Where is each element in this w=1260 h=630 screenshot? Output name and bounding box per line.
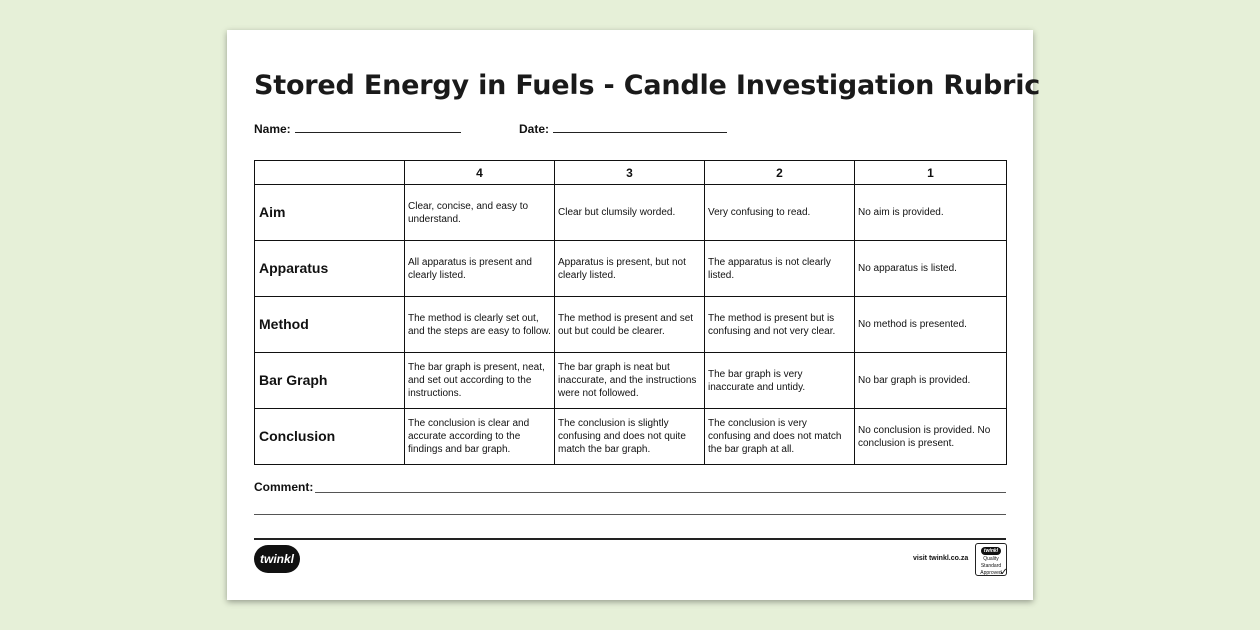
rubric-table <box>254 160 1007 465</box>
header-cell-score-3: 3 <box>555 161 705 185</box>
descriptor-cell: No aim is provided. <box>855 185 1007 241</box>
table-row <box>255 409 1007 465</box>
descriptor-cell: The bar graph is very inaccurate and untidy. <box>705 353 855 409</box>
descriptor-cell: The conclusion is very confusing and does not match the bar graph at all. <box>705 409 855 465</box>
descriptor-cell: Clear but clumsily worded. <box>555 185 705 241</box>
descriptor-cell: The bar graph is neat but inaccurate, and the instructions were not followed. <box>555 353 705 409</box>
quality-badge <box>975 543 1007 576</box>
descriptor-cell: The conclusion is slightly confusing and does not quite match the bar graph. <box>555 409 705 465</box>
header-cell-score-4: 4 <box>405 161 555 185</box>
date-field <box>519 122 727 136</box>
descriptor-cell: Very confusing to read. <box>705 185 855 241</box>
header-cell-blank <box>255 161 405 185</box>
comment-label: Comment: <box>254 480 314 494</box>
criterion-cell: Apparatus <box>255 241 405 297</box>
comment-line <box>315 492 1006 493</box>
visit-website-text: visit twinkl.co.za <box>913 555 969 562</box>
comment-line <box>254 514 1006 515</box>
badge-text: Quality Standard Approved <box>980 556 1002 576</box>
header-cell-score-1: 1 <box>855 161 1007 185</box>
header-row <box>255 161 1007 185</box>
descriptor-cell: The apparatus is not clearly listed. <box>705 241 855 297</box>
criterion-cell: Conclusion <box>255 409 405 465</box>
descriptor-cell: No bar graph is provided. <box>855 353 1007 409</box>
descriptor-cell: No conclusion is provided. No conclusion is present. <box>855 409 1007 465</box>
descriptor-cell: No apparatus is listed. <box>855 241 1007 297</box>
descriptor-cell: The bar graph is present, neat, and set out according to the instructions. <box>405 353 555 409</box>
check-icon: ✓ <box>999 567 1008 578</box>
descriptor-cell: No method is presented. <box>855 297 1007 353</box>
badge-logo: twinkl <box>981 547 1001 555</box>
descriptor-cell: The method is present but is confusing and not very clear. <box>705 297 855 353</box>
name-field <box>254 122 461 136</box>
rubric-sheet <box>227 30 1041 600</box>
descriptor-cell: The method is clearly set out, and the steps are easy to follow. <box>405 297 555 353</box>
twinkl-logo: twinkl <box>254 545 300 573</box>
table-row <box>255 185 1007 241</box>
criterion-cell: Bar Graph <box>255 353 405 409</box>
date-label: Date: <box>519 122 550 136</box>
descriptor-cell: Apparatus is present, but not clearly listed. <box>555 241 705 297</box>
name-blank-line <box>295 122 461 133</box>
table-row <box>255 297 1007 353</box>
footer-divider <box>254 538 1006 540</box>
descriptor-cell: The method is present and set out but could be clearer. <box>555 297 705 353</box>
page-title: Stored Energy in Fuels - Candle Investigation Rubric <box>254 70 1041 101</box>
descriptor-cell: Clear, concise, and easy to understand. <box>405 185 555 241</box>
criterion-cell: Method <box>255 297 405 353</box>
table-row <box>255 353 1007 409</box>
descriptor-cell: The conclusion is clear and accurate according to the findings and bar graph. <box>405 409 555 465</box>
date-blank-line <box>553 122 727 133</box>
criterion-cell: Aim <box>255 185 405 241</box>
table-row <box>255 241 1007 297</box>
name-label: Name: <box>254 122 291 136</box>
header-cell-score-2: 2 <box>705 161 855 185</box>
descriptor-cell: All apparatus is present and clearly listed. <box>405 241 555 297</box>
